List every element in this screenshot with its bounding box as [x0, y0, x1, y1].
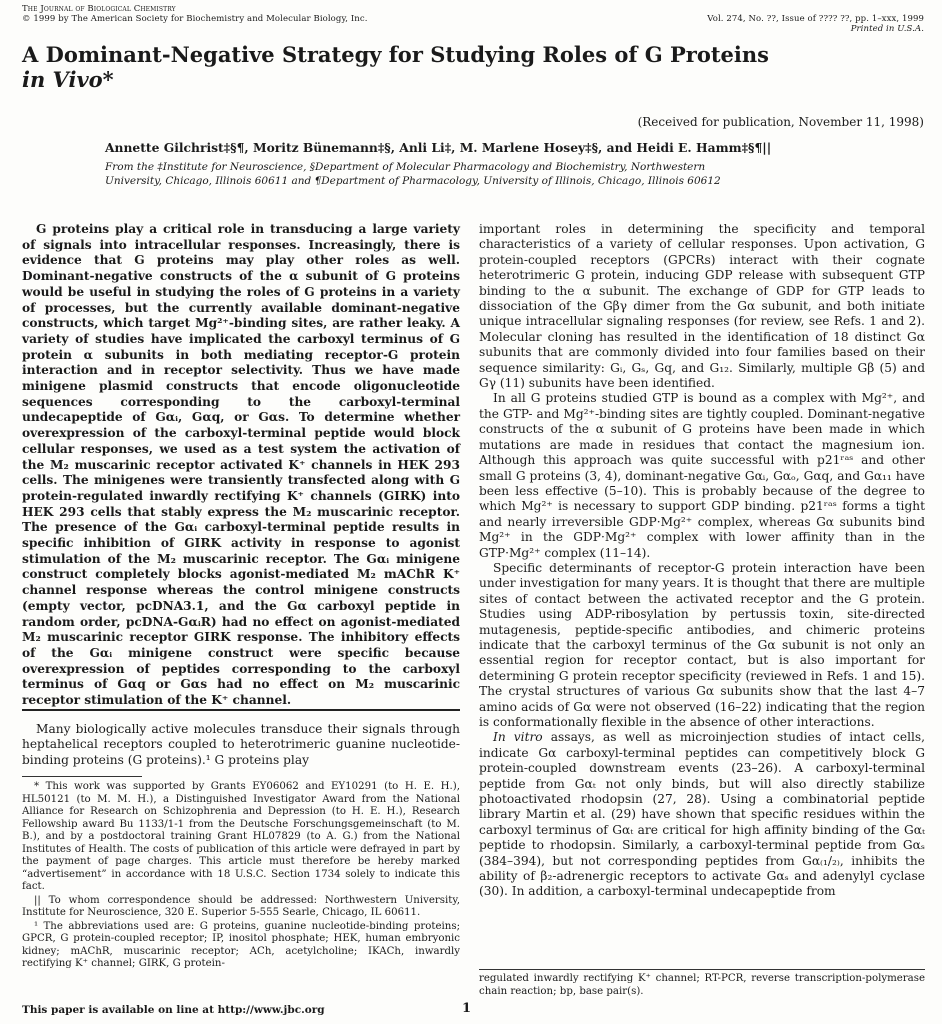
- printed-line: Printed in U.S.A.: [850, 24, 924, 34]
- intro-paragraph: Many biologically active molecules transduce their signals through heptahelical receptors coupled to heterotrimeric guanine nucleotide-binding proteins (G proteins).¹ G proteins play: [22, 722, 460, 767]
- intro-left: [22, 722, 460, 768]
- volume-line: Vol. 274, No. ??, Issue of ???? ??, pp. 1–xxx, 1999: [707, 14, 924, 24]
- received-date: (Received for publication, November 11, 1998): [637, 115, 924, 129]
- title-italic: in Vivo*: [22, 67, 114, 92]
- abbreviations-continued: regulated inwardly rectifying K⁺ channel; RT-PCR, reverse transcription-polymerase chain reaction; bp, base pair(s).: [479, 973, 925, 997]
- paragraph-1: important roles in determining the specificity and temporal characteristics of a variety of cellular responses. Upon activation, G protein-coupled receptors (GPCRs) interact with their cognate heterotrimeric G protein, inducing GDP release with subsequent GTP binding to the α subunit. The exchange of GDP for GTP leads to dissociation of the Gβγ dimer from the Gα subunit, and both initiate unique intracellular signaling responses (for review, see Refs. 1 and 2). Molecular cloning has resulted in the identification of 18 distinct Gα subunits that are commonly divided into four families based on their sequence similarity: Gᵢ, Gₛ, Gq, and G₁₂. Similarly, multiple Gβ (5) and Gγ (11) subunits have been identified.: [479, 222, 925, 391]
- funding-footnote: * This work was supported by Grants EY06062 and EY10291 (to H. E. H.), HL50121 (to M. M. H.), a Distinguished Investigator Award from the National Alliance for Research on Schizophrenia and Depression (to H. E. H.), Research Fellowship award Bu 1133/1-1 from the Deutsche Forschungsgemeinschaft (to M. B.), and by a postdoctoral training Grant HL07829 (to A. G.) from the National Institutes of Health. The costs of publication of this article were defrayed in part by the payment of page charges. This article must therefore be hereby marked “advertisement” in accordance with 18 U.S.C. Section 1734 solely to indicate this fact.: [22, 781, 460, 892]
- right-column: [479, 222, 925, 900]
- title-main: A Dominant-Negative Strategy for Studying Roles of G Proteins: [22, 42, 769, 67]
- article-title: [22, 42, 922, 92]
- affiliations: [105, 160, 925, 188]
- in-vitro-italic: In vitro: [493, 730, 543, 745]
- abbreviations-footnote: ¹ The abbreviations used are: G proteins, guanine nucleotide-binding proteins; GPCR, G protein-coupled receptor; IP, inositol phosphate; HEK, human embryonic kidney; mAChR, muscarinic receptor; ACh, acetylcholine; IKACh, inwardly rectifying K⁺ channel; GIRK, G protein-: [22, 920, 460, 969]
- paragraph-3: Specific determinants of receptor-G protein interaction have been under investigation for many years. It is thought that there are multiple sites of contact between the activated receptor and the G protein. Studies using ADP-ribosylation by pertussis toxin, site-directed mutagenesis, peptide-specific antibodies, and chimeric proteins indicate that the carboxyl terminus of the Gα subunit is not only an essential region for receptor contact, but is also important for determining G protein receptor specificity (reviewed in Refs. 1 and 15). The crystal structures of various Gα subunits show that the last 4–7 amino acids of Gα were not observed (16–22) indicating that the region is conformationally flexible in the absence of other interactions.: [479, 560, 925, 729]
- abstract-divider: [22, 709, 460, 711]
- paragraph-2: In all G proteins studied GTP is bound as a complex with Mg²⁺, and the GTP- and Mg²⁺-binding sites are tightly coupled. Dominant-negative constructs of the α subunit of G proteins have been made in which mutations are made in residues that contact the magnesium ion. Although this approach was quite successful with p21ʳᵃˢ and other small G proteins (3, 4), dominant-negative Gαᵢ, Gαₒ, Gαq, and Gα₁₁ have been less effective (5–10). This is probably because of the degree to which Mg²⁺ is necessary to support GDP binding. p21ʳᵃˢ forms a tight and nearly irreversible GDP·Mg²⁺ complex, whereas Gα subunits bind Mg²⁺ in the GDP·Mg²⁺ complex with lower affinity than in the GTP·Mg²⁺ complex (11–14).: [479, 391, 925, 560]
- affiliation-line-2: University, Chicago, Illinois 60611 and ¶Department of Pharmacology, University of Illinois, Chicago, Illinois 60612: [105, 175, 721, 187]
- footer-availability: This paper is available on line at http://www.jbc.org: [22, 1004, 325, 1016]
- author-list: Annette Gilchrist‡§¶, Moritz Bünemann‡§, Anli Li‡, M. Marlene Hosey‡§, and Heidi E. Hamm‡§¶||: [105, 140, 772, 155]
- paragraph-4: [479, 730, 925, 899]
- paragraph-4-text: assays, as well as microinjection studies of intact cells, indicate Gα carboxyl-terminal peptides can competitively block G protein-coupled downstream events (23–26). A carboxyl-terminal peptide from Gαₜ not only binds, but will also directly stabilize photoactivated rhodopsin (27, 28). Using a combinatorial peptide library Martin et al. (29) have shown that specific residues within the carboxyl terminus of Gαₜ are critical for high affinity binding of the Gαₜ peptide to rhodopsin. Similarly, a carboxyl-terminal peptide from Gαₛ (384–394), but not corresponding peptides from Gα₍₁/₂₎, inhibits the ability of β₂-adrenergic receptors to activate Gαₛ and adenylyl cyclase (30). In addition, a carboxyl-terminal undecapeptide from: [479, 730, 925, 899]
- journal-name: The Journal of Biological Chemistry: [22, 4, 176, 14]
- footnote-divider: [22, 776, 142, 777]
- abstract: G proteins play a critical role in transducing a large variety of signals into intracellular responses. Increasingly, there is evidence that G proteins may play other roles as well. Dominant-negative constructs of the α subunit of G proteins would be useful in studying the roles of G proteins in a variety of processes, but the currently available dominant-negative constructs, which target Mg²⁺-binding sites, are rather leaky. A variety of studies have implicated the carboxyl terminus of G protein α subunits in both mediating receptor-G protein interaction and in receptor selectivity. Thus we have made minigene plasmid constructs that encode oligonucleotide sequences corresponding to the carboxyl-terminal undecapeptide of Gαᵢ, Gαq, or Gαs. To determine whether overexpression of the carboxyl-terminal peptide would block cellular responses, we used as a test system the activation of the M₂ muscarinic receptor activated K⁺ channels in HEK 293 cells. The minigenes were transiently transfected along with G protein-regulated inwardly rectifying K⁺ channels (GIRK) into HEK 293 cells that stably express the M₂ muscarinic receptor. The presence of the Gαᵢ carboxyl-terminal peptide results in specific inhibition of GIRK activity in response to agonist stimulation of the M₂ muscarinic receptor. The Gαᵢ minigene construct completely blocks agonist-mediated M₂ mAChR K⁺ channel response whereas the control minigene constructs (empty vector, pcDNA3.1, and the Gα carboxyl peptide in random order, pcDNA-GαᵢR) had no effect on agonist-mediated M₂ muscarinic receptor GIRK response. The inhibitory effects of the Gαᵢ minigene construct were specific because overexpression of peptides corresponding to the carboxyl terminus of Gαq or Gαs had no effect on M₂ muscarinic receptor stimulation of the K⁺ channel.: [22, 222, 460, 708]
- right-footnote: [479, 973, 925, 999]
- copyright-line: © 1999 by The American Society for Biochemistry and Molecular Biology, Inc.: [22, 14, 368, 24]
- affiliation-line-1: From the ‡Institute for Neuroscience, §Department of Molecular Pharmacology and Biochemistry, Northwestern: [105, 161, 706, 173]
- right-footnote-divider: [479, 969, 925, 970]
- footnotes: [22, 781, 460, 972]
- correspondence-footnote: || To whom correspondence should be addressed: Northwestern University, Institute for Neuroscience, 320 E. Superior 5-555 Searle, Chicago, IL 60611.: [22, 894, 460, 918]
- page-number: 1: [462, 1001, 472, 1016]
